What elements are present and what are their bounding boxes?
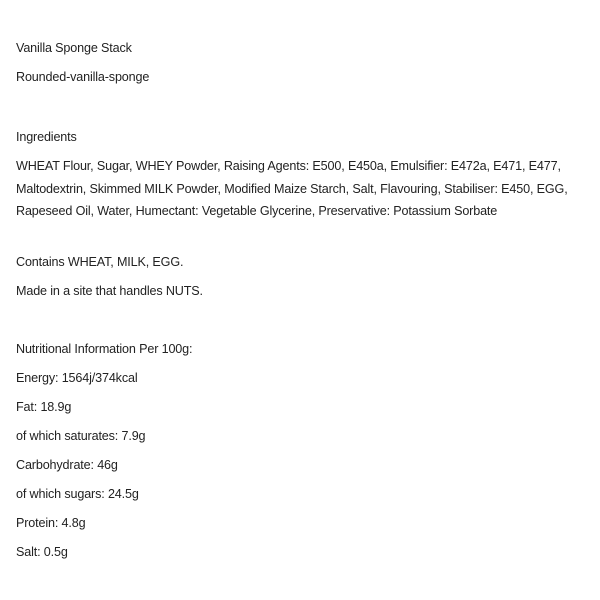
nutrition-row-protein: Protein: 4.8g (16, 516, 86, 530)
nutrition-row-energy: Energy: 1564j/374kcal (16, 371, 138, 385)
nutrition-row-salt: Salt: 0.5g (16, 545, 68, 559)
allergen-contains: Contains WHEAT, MILK, EGG. (16, 255, 184, 269)
product-subtitle: Rounded-vanilla-sponge (16, 70, 150, 84)
nutrition-heading: Nutritional Information Per 100g: (16, 342, 193, 356)
ingredients-text: WHEAT Flour, Sugar, WHEY Powder, Raising Agents: E500, E450a, Emulsifier: E472a, E471, E477, Maltodextrin, Skimmed MILK Powder, Modified Maize Starch, Salt, Flavouring, Stabiliser: E450, EGG, Rapeseed Oil, Water, Humectant: Vegetable Glycerine, Preservative: Potassium Sorbate (16, 159, 568, 218)
nutrition-row-carbohydrate: Carbohydrate: 46g (16, 458, 118, 472)
nutrition-row-sugars: of which sugars: 24.5g (16, 487, 139, 501)
product-title: Vanilla Sponge Stack (16, 41, 132, 55)
allergen-site-notice: Made in a site that handles NUTS. (16, 284, 203, 298)
ingredients-heading: Ingredients (16, 130, 77, 144)
nutrition-row-saturates: of which saturates: 7.9g (16, 429, 146, 443)
nutrition-row-fat: Fat: 18.9g (16, 400, 72, 414)
